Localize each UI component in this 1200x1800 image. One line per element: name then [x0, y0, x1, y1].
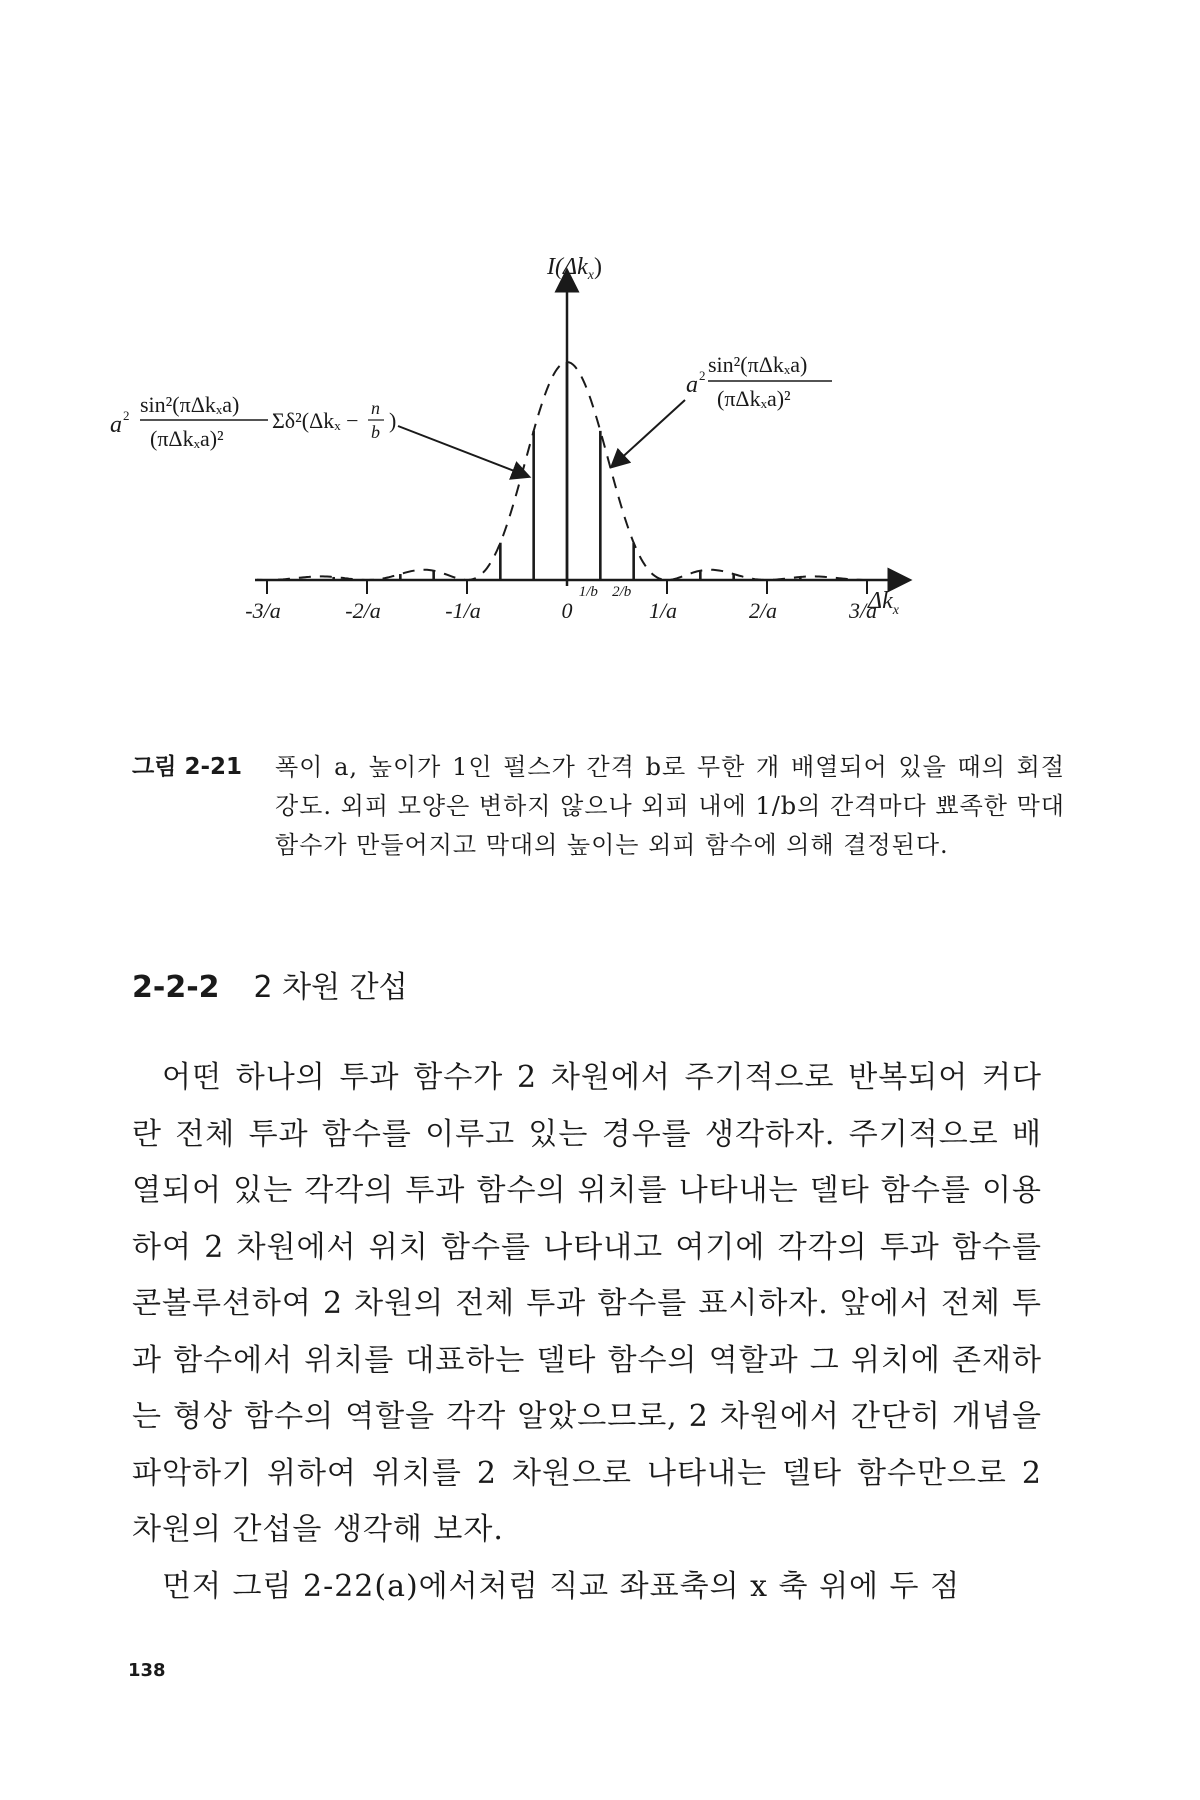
x-tick-label: -1/a: [445, 598, 481, 623]
page-number: 138: [128, 1660, 166, 1681]
right-annotation: [686, 352, 832, 411]
x-axis-label: $\Delta k_x$: [868, 588, 899, 618]
x-tick-label: -3/a: [245, 598, 281, 623]
paragraph-2: 먼저 그림 2-22(a)에서처럼 직교 좌표축의 x 축 위에 두 점: [162, 1568, 961, 1604]
left-annotation-denominator: (πΔkₓa)²: [150, 426, 224, 451]
right-annotation-prefix: a: [686, 372, 698, 398]
right-annotation-prefix-sup: 2: [699, 368, 706, 383]
x-tick-label: 3/a: [848, 598, 878, 623]
left-annotation: [110, 392, 396, 451]
right-annotation-denominator: (πΔkₓa)²: [717, 386, 791, 411]
left-annotation-frac-den: b: [371, 422, 380, 442]
inner-tick-label: 1/b: [578, 584, 598, 600]
left-annotation-leader: [398, 426, 522, 474]
section-title: 2 차원 간섭: [253, 970, 408, 1005]
left-annotation-frac-num: n: [371, 398, 380, 418]
diffraction-intensity-figure: [110, 250, 1070, 740]
right-annotation-numerator: sin²(πΔkₓa): [708, 352, 808, 377]
section-number: 2-2-2: [132, 970, 220, 1005]
body-text: [132, 1050, 1042, 1615]
caption-label: 그림 2-21: [132, 754, 242, 780]
right-annotation-leader: [617, 400, 685, 462]
x-tick-label: 1/a: [648, 598, 678, 623]
y-axis-label: $I(\Delta k_x)$: [547, 254, 602, 283]
paragraph-1: 어떤 하나의 투과 함수가 2 차원에서 주기적으로 반복되어 커다란 전체 투과 함수를 이루고 있는 경우를 생각하자. 주기적으로 배열되어 있는 각각의 투과 함수의 위치를 나타내는 델타 함수를 이용하여 2 차원에서 위치 함수를 나타내고 여기에 각각의 투과 함수를 콘볼루션하여 2 차원의 전체 투과 함수를 표시하자. 앞에서 전체 투과 함수에서 위치를 대표하는 델타 함수의 역할과 그 위치에 존재하는 형상 함수의 역할을 각각 알았으므로, 2 차원에서 간단히 개념을 파악하기 위하여 위치를 2 차원으로 나타내는 델타 함수만으로 2 차원의 간섭을 생각해 보자.: [132, 1060, 1042, 1547]
inner-tick-label: 2/b: [612, 584, 632, 600]
left-annotation-numerator: sin²(πΔkₓa): [140, 392, 240, 417]
left-annotation-prefix: a: [110, 412, 122, 438]
left-annotation-suffix: Σδ²(Δkₓ −: [272, 408, 359, 433]
left-annotation-close: ): [389, 408, 397, 433]
section-heading: [132, 962, 408, 1006]
left-annotation-prefix-sup: 2: [123, 408, 130, 423]
x-tick-label: -2/a: [345, 598, 381, 623]
caption-text: 폭이 a, 높이가 1인 펄스가 간격 b로 무한 개 배열되어 있을 때의 회절 강도. 외피 모양은 변하지 않으나 외피 내에 1/b의 간격마다 뾰족한 막대 함수가 만들어지고 막대의 높이는 외피 함수에 의해 결정된다.: [275, 753, 1065, 859]
x-tick-label: 0: [561, 598, 573, 623]
figure-svg: [110, 250, 1070, 740]
x-tick-label: 2/a: [748, 598, 778, 623]
